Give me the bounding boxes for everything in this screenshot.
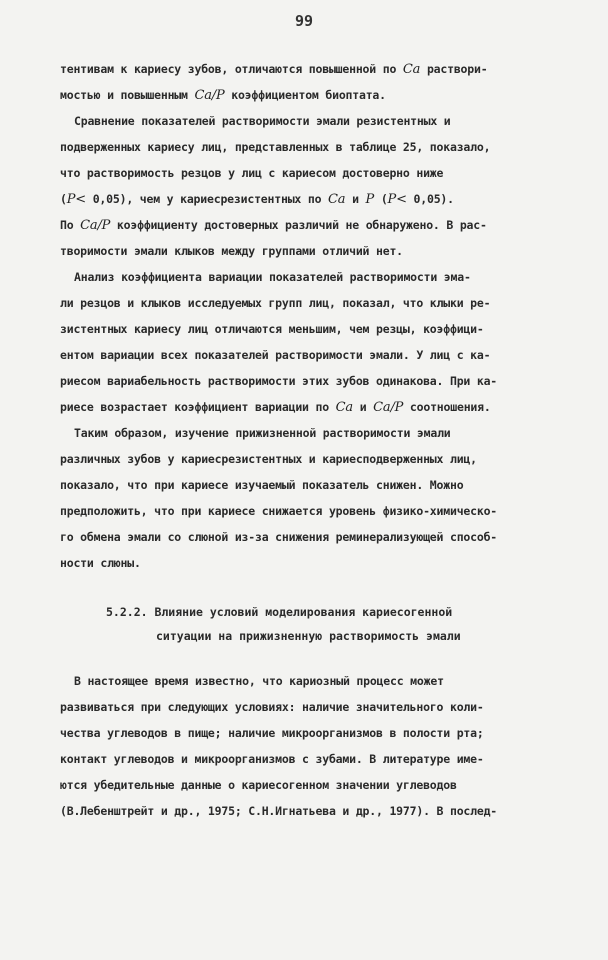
text-line (60, 394, 590, 420)
text-line: го обмена эмали со слюной из-за снижения реминерализующей способ- (60, 530, 498, 544)
text-line (60, 82, 590, 108)
text-span: ( (374, 192, 388, 206)
text-line: риесом вариабельность растворимости этих зубов одинакова. При ка- (60, 374, 498, 388)
handwritten-symbol: Ca/P (194, 88, 225, 103)
text-line (60, 212, 590, 238)
spacer (60, 576, 590, 600)
text-span: тентивам к кариесу зубов, отличаются повышенной по (60, 62, 403, 76)
handwritten-symbol: P (365, 192, 375, 207)
handwritten-symbol: Ca/P (373, 400, 404, 415)
text-span: и (345, 192, 366, 206)
text-line (60, 56, 590, 82)
text-line: Сравнение показателей растворимости эмали резистентных и (74, 114, 451, 128)
text-span: раствори- (420, 62, 488, 76)
text-line: В настоящее время известно, что кариозный процесс может (74, 674, 444, 688)
text-line: чества углеводов в пище; наличие микроорганизмов в полости рта; (60, 726, 484, 740)
handwritten-symbol: P< (66, 192, 86, 207)
text-line: Анализ коэффициента вариации показателей растворимости эма- (74, 270, 471, 284)
text-line: подверженных кариесу лиц, представленных в таблице 25, показало, (60, 140, 491, 154)
text-span: коэффициенту достоверных различий не обнаружено. В рас- (110, 218, 487, 232)
text-span: соотношения. (403, 400, 491, 414)
text-line: зистентных кариесу лиц отличаются меньшим, чем резцы, коэффици- (60, 322, 484, 336)
text-span: 0,05), чем у кариесрезистентных по (85, 192, 329, 206)
handwritten-symbol: Ca/P (80, 218, 111, 233)
handwritten-symbol: Ca (402, 62, 421, 77)
text-line: предположить, что при кариесе снижается уровень физико-химическо- (60, 504, 498, 518)
text-line: Таким образом, изучение прижизненной растворимости эмали (74, 426, 451, 440)
section-heading-continued: ситуации на прижизненную растворимость эмали (156, 629, 461, 643)
text-span: мостью и повышенным (60, 88, 195, 102)
text-line: ются убедительные данные о кариесогенном значении углеводов (60, 778, 457, 792)
handwritten-symbol: Ca (335, 400, 353, 415)
spacer (60, 648, 590, 668)
document-body (60, 56, 590, 824)
handwritten-symbol: P< (387, 192, 407, 207)
text-line (60, 186, 590, 212)
text-span: и (352, 400, 374, 414)
text-line: развиваться при следующих условиях: наличие значительного коли- (60, 700, 484, 714)
text-span: коэффициентом биоптата. (224, 88, 386, 102)
text-line: ности слюны. (60, 556, 141, 570)
text-span: ( (60, 192, 67, 206)
text-line: ентом вариации всех показателей растворимости эмали. У лиц с ка- (60, 348, 491, 362)
text-line: ли резцов и клыков исследуемых групп лиц, показал, что клыки ре- (60, 296, 491, 310)
text-line: творимости эмали клыков между группами отличий нет. (60, 244, 403, 258)
text-line: контакт углеводов и микроорганизмов с зубами. В литературе име- (60, 752, 484, 766)
text-line: показало, что при кариесе изучаемый показатель снижен. Можно (60, 478, 464, 492)
handwritten-symbol: Ca (328, 192, 346, 207)
text-span: риесе возрастает коэффициент вариации по (60, 400, 336, 414)
page-number: 99 (294, 12, 314, 30)
text-span: 0,05). (406, 192, 454, 206)
text-line: (В.Лебенштрейт и др., 1975; С.Н.Игнатьева и др., 1977). В послед- (60, 804, 498, 818)
text-line: различных зубов у кариесрезистентных и кариесподверженных лиц, (60, 452, 477, 466)
section-heading: 5.2.2. Влияние условий моделирования кариесогенной (106, 605, 453, 619)
text-span: По (60, 218, 81, 232)
text-line (60, 160, 590, 186)
text-span: что растворимость резцов у лиц с кариесом достоверно ниже (60, 166, 444, 180)
